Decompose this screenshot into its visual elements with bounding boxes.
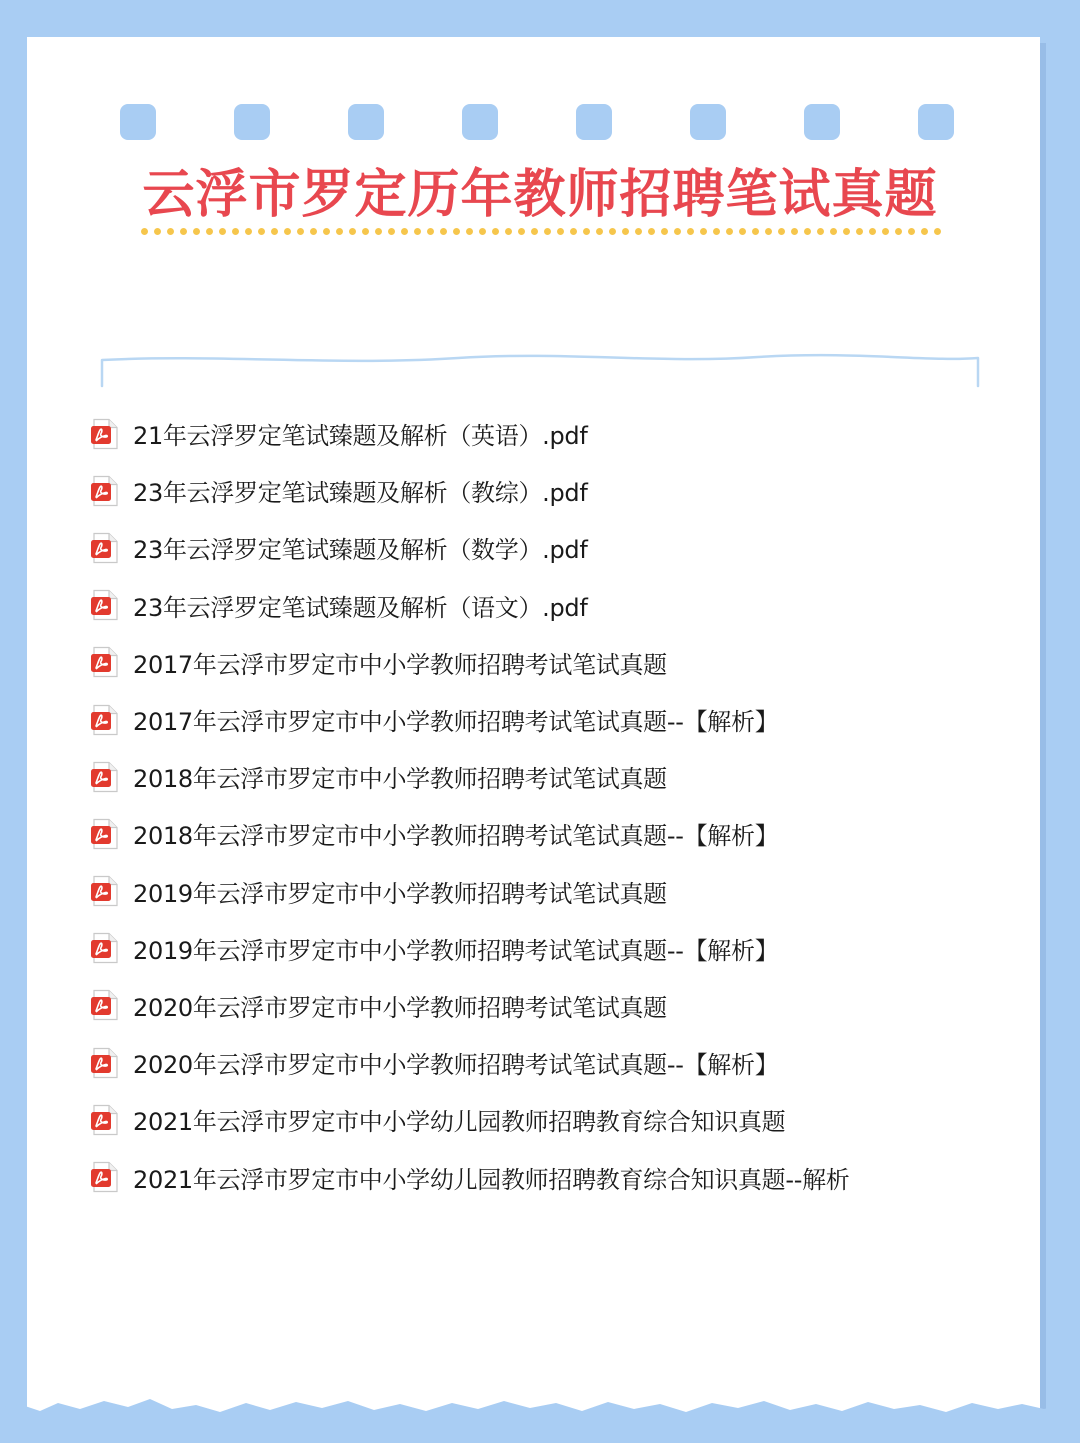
file-name: 2018年云浮市罗定市中小学教师招聘考试笔试真题 <box>133 765 667 794</box>
binder-hole <box>576 104 612 140</box>
file-list <box>90 405 850 1206</box>
pdf-file-icon <box>90 475 120 507</box>
file-list-item[interactable] <box>90 519 850 576</box>
file-name: 2021年云浮市罗定市中小学幼儿园教师招聘教育综合知识真题 <box>133 1108 786 1137</box>
binder-holes <box>120 104 954 140</box>
pdf-file-icon <box>90 589 120 621</box>
page-title-text: 云浮市罗定历年教师招聘笔试真题 <box>138 160 941 236</box>
file-list-item[interactable] <box>90 748 850 805</box>
file-list-item[interactable] <box>90 691 850 748</box>
binder-hole <box>918 104 954 140</box>
file-list-item[interactable] <box>90 405 850 462</box>
page-title <box>0 160 1080 236</box>
file-name: 21年云浮罗定笔试臻题及解析（英语）.pdf <box>133 422 588 451</box>
file-name: 2017年云浮市罗定市中小学教师招聘考试笔试真题 <box>133 650 667 679</box>
pdf-file-icon <box>90 418 120 450</box>
pdf-file-icon <box>90 704 120 736</box>
file-name: 2017年云浮市罗定市中小学教师招聘考试笔试真题--【解析】 <box>133 708 779 737</box>
file-name: 2021年云浮市罗定市中小学幼儿园教师招聘教育综合知识真题--解析 <box>133 1165 850 1194</box>
file-name: 2020年云浮市罗定市中小学教师招聘考试笔试真题 <box>133 993 667 1022</box>
file-name: 2020年云浮市罗定市中小学教师招聘考试笔试真题--【解析】 <box>133 1051 779 1080</box>
torn-paper-edge <box>0 1385 1080 1443</box>
pdf-file-icon <box>90 989 120 1021</box>
file-name: 2018年云浮市罗定市中小学教师招聘考试笔试真题--【解析】 <box>133 822 779 851</box>
pdf-file-icon <box>90 1047 120 1079</box>
pdf-file-icon <box>90 818 120 850</box>
pdf-file-icon <box>90 875 120 907</box>
file-list-item[interactable] <box>90 1148 850 1205</box>
file-list-item[interactable] <box>90 634 850 691</box>
binder-hole <box>234 104 270 140</box>
file-list-item[interactable] <box>90 1034 850 1091</box>
file-list-item[interactable] <box>90 920 850 977</box>
file-list-item[interactable] <box>90 577 850 634</box>
pdf-file-icon <box>90 761 120 793</box>
binder-hole <box>120 104 156 140</box>
binder-hole <box>690 104 726 140</box>
binder-hole <box>348 104 384 140</box>
file-name: 23年云浮罗定笔试臻题及解析（数学）.pdf <box>133 536 588 565</box>
binder-hole <box>804 104 840 140</box>
pdf-file-icon <box>90 1161 120 1193</box>
file-name: 2019年云浮市罗定市中小学教师招聘考试笔试真题--【解析】 <box>133 936 779 965</box>
file-list-item[interactable] <box>90 863 850 920</box>
file-name: 23年云浮罗定笔试臻题及解析（语文）.pdf <box>133 593 588 622</box>
wavy-bracket-divider <box>98 348 984 390</box>
pdf-file-icon <box>90 1104 120 1136</box>
file-name: 23年云浮罗定笔试臻题及解析（教综）.pdf <box>133 479 588 508</box>
pdf-file-icon <box>90 646 120 678</box>
file-name: 2019年云浮市罗定市中小学教师招聘考试笔试真题 <box>133 879 667 908</box>
pdf-file-icon <box>90 932 120 964</box>
file-list-item[interactable] <box>90 805 850 862</box>
file-list-item[interactable] <box>90 1091 850 1148</box>
binder-hole <box>462 104 498 140</box>
file-list-item[interactable] <box>90 977 850 1034</box>
file-list-item[interactable] <box>90 462 850 519</box>
pdf-file-icon <box>90 532 120 564</box>
